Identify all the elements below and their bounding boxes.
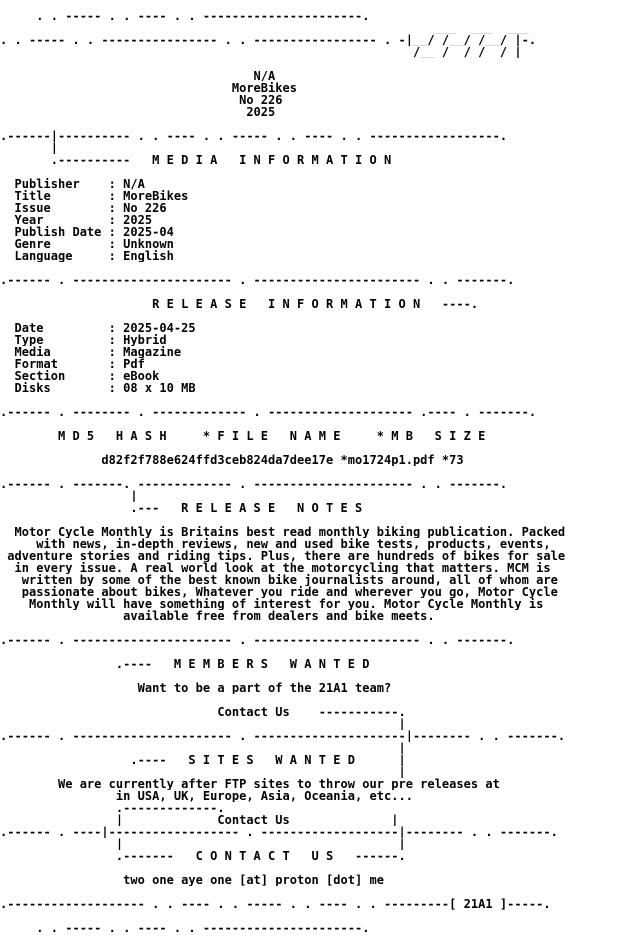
nfo-line: MoreBikes	[0, 82, 298, 94]
nfo-line: .------------------- . . ---- . . ----- . . ---- . . ---------[ 21A1 ]-----.	[0, 898, 551, 910]
nfo-line: adventure stories and riding tips. Plus, there are hundreds of bikes for sale	[0, 550, 566, 562]
nfo-line: Monthly will have something of interest for you. Motor Cycle Monthly is	[0, 598, 544, 610]
nfo-line: M D 5 H A S H * F I L E N A M E * M B S I Z E	[0, 430, 486, 442]
nfo-line: |	[0, 766, 406, 778]
nfo-line: Date : 2025-04-25	[0, 322, 196, 334]
nfo-line: No 226	[0, 94, 283, 106]
nfo-line: .--- R E L E A S E N O T E S	[0, 502, 363, 514]
nfo-line: Language : English	[0, 250, 174, 262]
nfo-line: We are currently after FTP sites to throw our pre releases at	[0, 778, 500, 790]
nfo-line: |	[0, 490, 138, 502]
nfo-line: passionate about bikes, Whatever you ride and wherever you go, Motor Cycle	[0, 586, 558, 598]
nfo-line: . . ----- . . ---------------- . . ----------------- . -|__/ /__/ /__/ |-.	[0, 34, 537, 46]
nfo-line	[0, 694, 640, 706]
nfo-line: available free from dealers and bike meets.	[0, 610, 435, 622]
nfo-line: Title : MoreBikes	[0, 190, 189, 202]
nfo-line: .------ . ---------------------- . ----------------------- . . -------.	[0, 274, 515, 286]
nfo-line: 2025	[0, 106, 276, 118]
nfo-line: .-------------.	[0, 802, 225, 814]
nfo-document	[0, 10, 640, 934]
nfo-line: .------ . ----|------------------ . -------------------|-------- . . -------.	[0, 826, 558, 838]
nfo-line	[0, 166, 640, 178]
nfo-line: in USA, UK, Europe, Asia, Oceania, etc...	[0, 790, 413, 802]
nfo-line: two one aye one [at] proton [dot] me	[0, 874, 384, 886]
nfo-line: N/A	[0, 70, 276, 82]
nfo-line: .---------- M E D I A I N F O R M A T I O N	[0, 154, 392, 166]
nfo-line	[0, 118, 640, 130]
nfo-line	[0, 442, 640, 454]
nfo-line: .------|---------- . . ---- . . ----- . . ---- . . ------------------.	[0, 130, 508, 142]
nfo-line: .------- C O N T A C T U S ------.	[0, 850, 406, 862]
nfo-line: Section : eBook	[0, 370, 160, 382]
nfo-line: ___ ___ ___	[0, 22, 529, 34]
nfo-line	[0, 58, 640, 70]
nfo-line: .------ . ---------------------- . ---------------------|-------- . . -------.	[0, 730, 566, 742]
nfo-line: Issue : No 226	[0, 202, 167, 214]
nfo-line: Format : Pdf	[0, 358, 145, 370]
nfo-line: written by some of the best known bike journalists around, all of whom are	[0, 574, 558, 586]
nfo-line	[0, 394, 640, 406]
nfo-line: Contact Us -----------.	[0, 706, 406, 718]
nfo-line: Want to be a part of the 21A1 team?	[0, 682, 392, 694]
nfo-line: .------ . -------- . ------------- . -------------------- .---- . -------.	[0, 406, 537, 418]
nfo-line: with news, in-depth reviews, new and used bike tests, products, events,	[0, 538, 551, 550]
nfo-line: |	[0, 718, 406, 730]
nfo-line: /__ / / / / |	[0, 46, 522, 58]
nfo-line: Media : Magazine	[0, 346, 182, 358]
nfo-line: |	[0, 142, 58, 154]
nfo-line	[0, 886, 640, 898]
nfo-line: R E L E A S E I N F O R M A T I O N ----.	[0, 298, 479, 310]
nfo-line: Year : 2025	[0, 214, 153, 226]
nfo-line: |	[0, 742, 406, 754]
nfo-line: .------ . -------. ------------- . ---------------------- . . -------.	[0, 478, 508, 490]
nfo-line	[0, 418, 640, 430]
nfo-line	[0, 286, 640, 298]
nfo-line: Disks : 08 x 10 MB	[0, 382, 196, 394]
nfo-line: Genre : Unknown	[0, 238, 174, 250]
nfo-line: Publish Date : 2025-04	[0, 226, 174, 238]
nfo-line: .---- M E M B E R S W A N T E D	[0, 658, 370, 670]
nfo-line: | |	[0, 838, 406, 850]
nfo-line: .------ . ---------------------- . ----------------------- . . -------.	[0, 634, 515, 646]
nfo-line: | Contact Us |	[0, 814, 399, 826]
nfo-line	[0, 862, 640, 874]
nfo-line	[0, 466, 640, 478]
nfo-line	[0, 910, 640, 922]
nfo-line	[0, 646, 640, 658]
nfo-line: .---- S I T E S W A N T E D |	[0, 754, 406, 766]
nfo-line: Publisher : N/A	[0, 178, 145, 190]
nfo-line: . . ----- . . ---- . . ----------------------.	[0, 922, 370, 934]
nfo-line	[0, 310, 640, 322]
nfo-line: in every issue. A real world look at the motorcycling that matters. MCM is	[0, 562, 551, 574]
nfo-line: Motor Cycle Monthly is Britains best read monthly biking publication. Packed	[0, 526, 566, 538]
nfo-line	[0, 262, 640, 274]
nfo-line	[0, 622, 640, 634]
nfo-line	[0, 514, 640, 526]
nfo-line: d82f2f788e624ffd3ceb824da7dee17e *mo1724p1.pdf *73	[0, 454, 464, 466]
nfo-line: Type : Hybrid	[0, 334, 167, 346]
nfo-line	[0, 670, 640, 682]
nfo-line: . . ----- . . ---- . . ----------------------.	[0, 10, 370, 22]
